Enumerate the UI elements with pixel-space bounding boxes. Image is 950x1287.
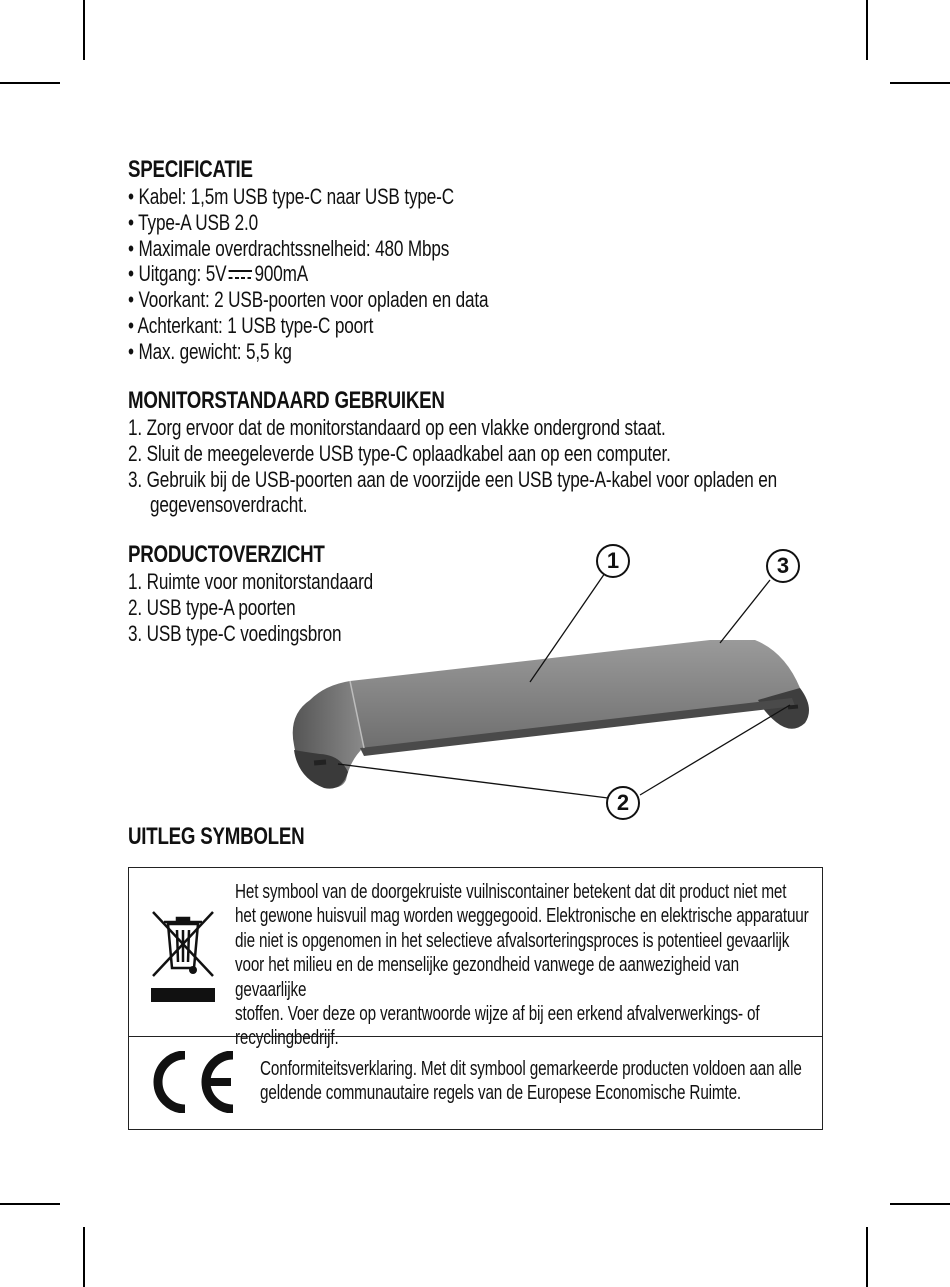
usage-step: 3. Gebruik bij de USB-poorten aan de voorzijde een USB type-A-kabel voor opladen en — [128, 466, 778, 492]
spec-item: • Voorkant: 2 USB-poorten voor opladen en data — [128, 287, 489, 313]
ce-line: geldende communautaire regels van de Europese Economische Ruimte. — [260, 1081, 742, 1105]
crop-mark — [866, 0, 868, 60]
weee-row — [129, 868, 822, 1050]
spec-item: • Maximale overdrachtssnelheid: 480 Mbps — [128, 235, 450, 261]
ce-line: Conformiteitsverklaring. Met dit symbool gemarkeerde producten voldoen aan alle — [260, 1057, 802, 1080]
crop-mark — [866, 1227, 868, 1287]
usage-step: 1. Zorg ervoor dat de monitorstandaard op een vlakke ondergrond staat. — [128, 415, 666, 440]
section-title: SPECIFICATIE — [128, 156, 253, 183]
weee-line: voor het milieu en de menselijke gezondheid vanwege de aanwezigheid van gevaarlijke — [235, 953, 739, 1001]
symbol-row-weee — [129, 868, 823, 1037]
usage-step-continuation: gegevensoverdracht. — [150, 492, 308, 518]
product-illustration — [280, 540, 840, 830]
ce-description — [260, 1057, 811, 1106]
usage-section — [128, 387, 950, 518]
weee-line: stoffen. Voer deze op verantwoorde wijze af bij een erkend afvalverwerkings- of — [235, 1002, 760, 1026]
overview-item: 2. USB type-A poorten — [128, 594, 296, 620]
specification-section — [128, 156, 590, 365]
dc-symbol-icon — [229, 270, 252, 280]
spec-item: • Type-A USB 2.0 — [128, 209, 259, 235]
section-title: UITLEG SYMBOLEN — [128, 823, 305, 850]
callout-3: 3 — [766, 549, 800, 583]
crop-mark — [83, 1227, 85, 1287]
monitor-stand-image — [280, 540, 840, 830]
crop-mark — [0, 1203, 60, 1205]
overview-item: 3. USB type-C voedingsbron — [128, 620, 342, 646]
weee-line: die niet is opgenomen in het selectieve afvalsorteringsproces is potentieel gevaarlijk — [235, 928, 790, 952]
weee-description — [235, 880, 810, 1051]
spec-item: • Kabel: 1,5m USB type-C naar USB type-C — [128, 184, 454, 209]
output-suffix: 900mA — [254, 261, 309, 287]
weee-line: Het symbool van de doorgekruiste vuilniscontainer betekent dat dit product niet met — [235, 880, 787, 903]
crop-mark — [890, 82, 950, 84]
weee-line: recyclingbedrijf. — [235, 1026, 339, 1050]
crossed-out-bin-icon — [149, 906, 217, 1004]
crop-mark — [890, 1203, 950, 1205]
crop-mark — [0, 82, 60, 84]
ce-mark-icon — [149, 1051, 239, 1113]
symbols-table — [128, 867, 823, 1130]
spec-item-output — [128, 261, 590, 287]
spec-item: • Achterkant: 1 USB type-C poort — [128, 312, 374, 338]
callout-1: 1 — [596, 544, 630, 578]
section-title: MONITORSTANDAARD GEBRUIKEN — [128, 387, 445, 414]
section-title: PRODUCTOVERZICHT — [128, 541, 325, 568]
callout-2: 2 — [606, 786, 640, 820]
spec-item: • Max. gewicht: 5,5 kg — [128, 338, 292, 364]
weee-line: het gewone huisvuil mag worden weggegooid. Elektronische en elektrische apparatuur — [235, 904, 809, 928]
output-prefix: • Uitgang: 5V — [128, 261, 227, 287]
usage-step: 2. Sluit de meegeleverde USB type-C oplaadkabel aan op een computer. — [128, 440, 671, 466]
overview-item: 1. Ruimte voor monitorstandaard — [128, 569, 374, 594]
ce-row — [129, 1037, 822, 1129]
crop-mark — [83, 0, 85, 60]
symbol-row-ce — [129, 1037, 823, 1130]
